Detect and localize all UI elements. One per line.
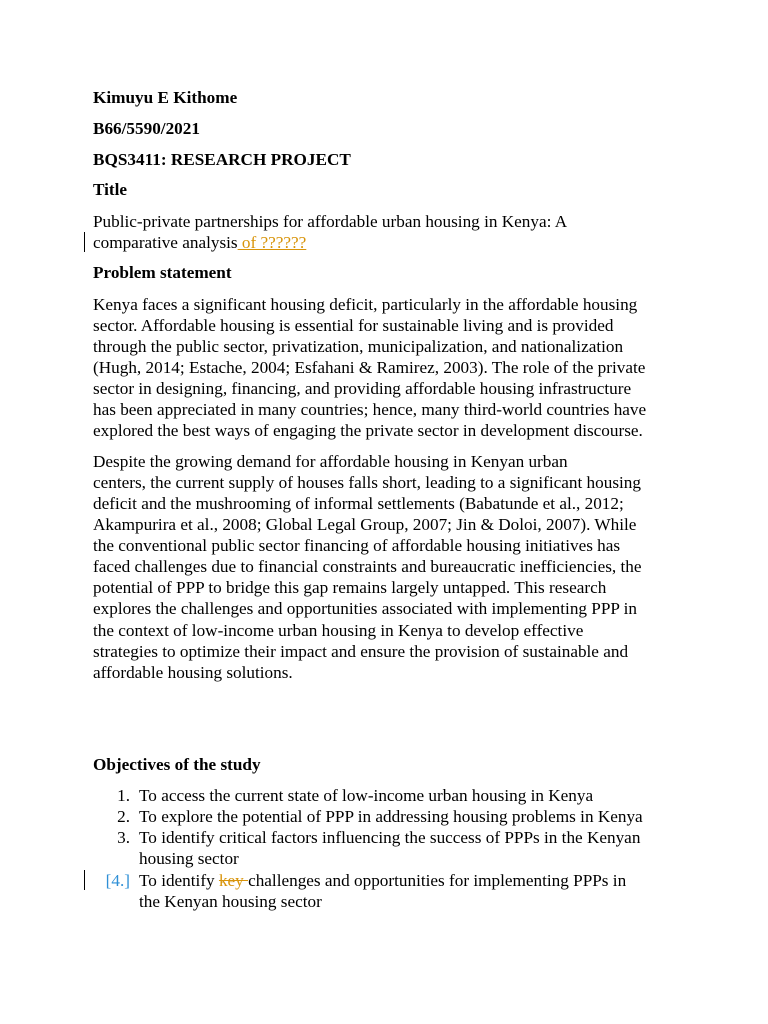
paragraph-line: sector in designing, financing, and providing affordable housing infrastructure — [93, 379, 632, 398]
tracked-insertion: of ?????? — [237, 233, 307, 252]
list-item-text: housing sector — [139, 849, 239, 868]
author-name: Kimuyu E Kithome — [93, 88, 238, 107]
paragraph-line: Kenya faces a significant housing deficit, particularly in the affordable housing — [93, 295, 638, 314]
paragraph-line: affordable housing solutions. — [93, 663, 293, 682]
paragraph-line: the context of low-income urban housing in Kenya to develop effective — [93, 621, 584, 640]
problem-heading: Problem statement — [93, 263, 232, 282]
tracked-deletion: key — [218, 871, 249, 890]
title-heading: Title — [93, 180, 128, 199]
title-line-1: Public-private partnerships for affordable urban housing in Kenya: A — [93, 212, 568, 231]
paragraph-line: through the public sector, privatization, municipalization, and nationalization — [93, 337, 624, 356]
paragraph-line: explored the best ways of engaging the private sector in development discourse. — [93, 421, 643, 440]
change-bar — [84, 232, 85, 252]
list-item-text: To access the current state of low-income urban housing in Kenya — [139, 786, 594, 805]
course-title: BQS3411: RESEARCH PROJECT — [93, 150, 351, 169]
paragraph-line: has been appreciated in many countries; hence, many third-world countries have — [93, 400, 647, 419]
paragraph-line: Akampurira et al., 2008; Global Legal Group, 2007; Jin & Doloi, 2007). While — [93, 515, 637, 534]
title-line-2-text: comparative analysis — [93, 233, 238, 252]
registration-number: B66/5590/2021 — [93, 119, 200, 138]
paragraph-line: Despite the growing demand for affordable housing in Kenyan urban — [93, 452, 568, 471]
title-line-2 — [93, 232, 306, 253]
list-number: 3. — [117, 828, 130, 847]
list-item-text: To explore the potential of PPP in addressing housing problems in Kenya — [139, 807, 643, 826]
list-item-text: the Kenyan housing sector — [139, 892, 322, 911]
list-number: 1. — [117, 786, 130, 805]
paragraph-line: sector. Affordable housing is essential for sustainable living and is provided — [93, 316, 614, 335]
objectives-heading: Objectives of the study — [93, 755, 261, 774]
item-text-part: To identify — [139, 871, 219, 890]
paragraph-line: deficit and the mushrooming of informal settlements (Babatunde et al., 2012; — [93, 494, 624, 513]
paragraph-line: faced challenges due to financial constraints and bureaucratic inefficiencies, the — [93, 557, 642, 576]
list-item-text: To identify critical factors influencing the success of PPPs in the Kenyan — [139, 828, 641, 847]
paragraph-line: (Hugh, 2014; Estache, 2004; Esfahani & Ramirez, 2003). The role of the private — [93, 358, 646, 377]
paragraph-line: explores the challenges and opportunities associated with implementing PPP in — [93, 599, 638, 618]
list-item-text — [139, 870, 626, 891]
paragraph-line: potential of PPP to bridge this gap remains largely untapped. This research — [93, 578, 607, 597]
list-number-tracked: [4.] — [105, 871, 130, 890]
paragraph-line: the conventional public sector financing of affordable housing initiatives has — [93, 536, 621, 555]
item-text-part: challenges and opportunities for implementing PPPs in — [248, 871, 627, 890]
paragraph-line: strategies to optimize their impact and ensure the provision of sustainable and — [93, 642, 629, 661]
paragraph-line: centers, the current supply of houses falls short, leading to a significant housing — [93, 473, 641, 492]
change-bar — [84, 870, 85, 890]
list-number: 2. — [117, 807, 130, 826]
